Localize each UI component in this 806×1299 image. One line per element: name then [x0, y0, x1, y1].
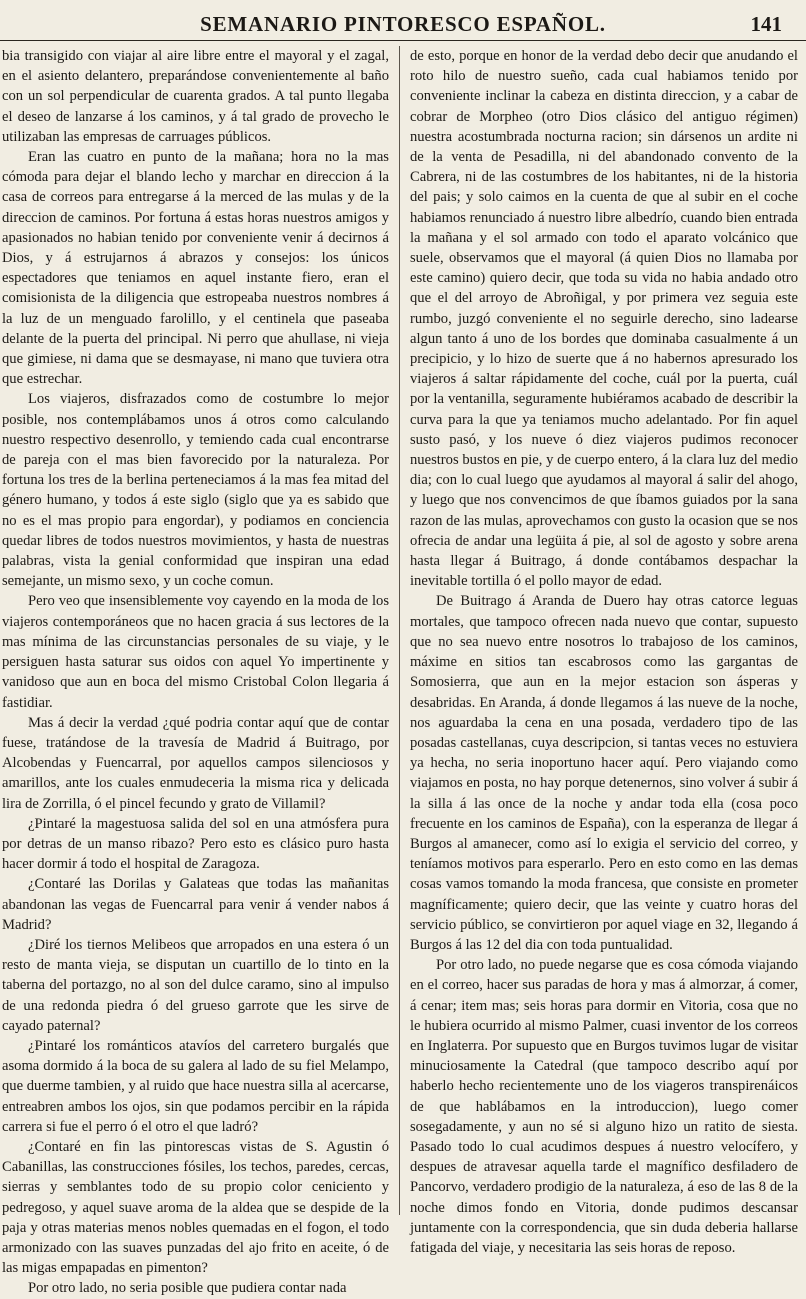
- paragraph: Mas á decir la verdad ¿qué podria contar aquí que de contar fuese, tratándose de la travesía de Madrid á Buitrago, por Alcobendas y Fuencarral, por aquellos campos silenciosos y amarillos, ante los cuales enmudeceria la misma rica y delicada lira de Zorrilla, ó el pincel fecundo y grato de Villamil?: [2, 714, 389, 812]
- page-number: 141: [750, 12, 782, 36]
- paragraph: Por otro lado, no puede negarse que es cosa cómoda viajando en el correo, hacer sus paradas de hora y mas á almorzar, á comer, á cenar; item mas; seis horas para dormir en Vitoria, cosa que no le hubiera ocurrido al mismo Palmer, cuasi inventor de los correos en Inglaterra. Por supuesto que en Burgos tuvimos lugar de visitar minuciosamente la Catedral (que tampoco describo aquí por haberlo hecho recientemente uno de los viageros transpirenáicos de que hablábamos en la introduccion), luego comer sosegadamente, y aun no sé si alguno hizo un ratito de siesta. Pasado todo lo cual acudimos despues á nuestro velocífero, y despues de atravesar aquella tarde el magnífico desfiladero de Pancorvo, verdadero prodigio de la naturaleza, á eso de las 8 de la noche dimos fondo en Vitoria, donde pudimos descansar juntamente con la correspondencia, que sin duda deberia hallarse fatigada del viaje, y necesitaria las seis horas de reposo.: [410, 957, 798, 1256]
- paragraph: ¿Contaré en fin las pintorescas vistas de S. Agustin ó Cabanillas, las construcciones fósiles, los techos, paredes, cercas, sierras y semblantes todo de su propio color ceniciento y pedregoso, y aquel suave aroma de la aldea que se despide de la paja y otras materias menos nobles quemadas en el fogon, el todo armonizado con las suaves punzadas del ajo frito en aceite, ó de las migas empapadas en pimenton?: [2, 1138, 389, 1277]
- left-column: [2, 46, 389, 1297]
- paragraph: bia transigido con viajar al aire libre entre el mayoral y el zagal, en el asiento delantero, preparándose convenientemente al baño con un sol perpendicular de cuarenta grados. A tal punto llegaba el deseo de lanzarse á los caminos, y á tal grado de provecho le utilizaban las empresas de carruages públicos.: [2, 48, 389, 145]
- paragraph: ¿Pintaré los románticos atavíos del carretero burgalés que asoma dormido á la boca de su galera al lado de su fiel Melampo, que duerme tambien, y al ruido que hace nuestra silla al acercarse, entreabren ambos los ojos, sin que podamos percibir en la rápida carrera si fue el perro ó el otro el que ladró?: [2, 1037, 389, 1135]
- paragraph: Por otro lado, no seria posible que pudiera contar nada: [28, 1280, 347, 1297]
- paragraph: ¿Pintaré la magestuosa salida del sol en una atmósfera pura por detras de un manso ribazo? Pero esto es clásico puro hasta hacer dormir á todo el hospital de Zaragoza.: [2, 815, 389, 873]
- paragraph: Los viajeros, disfrazados como de costumbre lo mejor posible, nos contemplábamos unos á otros como calculando nuestro respectivo desenrollo, y temiendo cada cual encontrarse de pareja con el mas bien favorecido por la naturaleza. Por fortuna los tres de la berlina perteneciamos á la mas fea mitad del género humano, y todos á este siglo (siglo que ya es sabido que no es el mas propio para engordar), y podiamos en conciencia quedar libres de todos nuestros movimientos, y hasta de nuestras palabras, vista la genial conformidad que inspiran una edad semejante, un mismo sexo, y un coche comun.: [2, 391, 389, 590]
- masthead-title: SEMANARIO PINTORESCO ESPAÑOL.: [200, 12, 606, 36]
- page-header: [0, 6, 806, 41]
- paragraph: de esto, porque en honor de la verdad debo decir que anudando el roto hilo de nuestro sueño, cada cual habiamos tenido por conveniente inclinar la cabeza en distinta direccion, y a cabar de cobrar de Morpheo (otro Dios clásico del antiguo régimen) nuestra acostumbrada nocturna racion; sin dársenos un ardite ni de la venta de Pesadilla, ni del abandonado convento de la Cabrera, ni de las costumbres de los habitantes, ni de la historia del pais; y solo caimos en la cuenta de que al subir en el coche habiamos renunciado á nuestro libre albedrío, cuando bien entrada la mañana y el sol armado con todo el aparato volcánico que suele, observamos que el mayoral (á quien Dios no llamaba por este camino) quiero decir, que toda su vida no habia andado otro que el del arroyo de Abroñigal, y por primera vez seguia este rumbo, juzgó conveniente el no seguirle derecho, sino ladearse algun tanto á uno de los bordes que dominaba casualmente á un precipicio, y lo hizo de suerte que á no habernos apresurado los viajeros á saltar rápidamente del coche, cuál por la puerta, cuál por la ventanilla, seguramente hubiéramos acabado de describir la curva para la que ya teniamos mucho adelantado. Por fin aquel susto pasó, y los nueve ó diez viajeros pudimos reconocer nuestros bustos en pie, y de cuerpo entero, á la clara luz del medio dia; con lo cual luego que ayudamos al mayoral á salir del ahogo, y luego que nos convencimos de que íbamos guiados por la sana razon de las mulas, aprovechamos con gusto la ocasion que se nos ofrecia de andar una legüita á pie, al sol de agosto y sobre arena hasta llegar á Buitrago, á donde contábamos despachar la inevitable tortilla ó el pollo mayor de edad.: [410, 48, 798, 590]
- paragraph: ¿Diré los tiernos Melibeos que arropados en una estera ó un resto de manta vieja, se disputan un cuartillo de lo tinto en la taberna del portazgo, no al son del dulce caramo, sino al impulso de una redonda piedra ó del grueso garrote que les sirve de cayado paternal?: [2, 936, 389, 1034]
- paragraph: Eran las cuatro en punto de la mañana; hora no la mas cómoda para dejar el blando lecho y marchar en direccion á la casa de correos para entregarse á la merced de las mulas y de la direccion de caminos. Por fortuna á estas horas nuestros amigos y apasionados no habian tenido por conveniente venir á decirnos á Dios, y á estrujarnos á abrazos y consejos: los únicos espectadores que teniamos en aquel instante fiero, eran el comisionista de la diligencia que estropeaba nuestros nombres á la luz de un menguado farolillo, y el centinela que paseaba delante de la puerta del principal. Ni perro que ahullase, ni vieja que gimiese, ni dama que se desmayase, ni mano que tuviera otra que estrechar.: [2, 149, 389, 388]
- paragraph: De Buitrago á Aranda de Duero hay otras catorce leguas mortales, que tampoco ofrecen nada nuevo que contar, supuesto que no sea nuevo entre nosotros lo trabajoso de los caminos, máxime en sitios tan escabrosos como las gargantas de Somosierra, que aun en la mejor estacion son ásperas y desabridas. En Aranda, á donde llegamos á las nueve de la noche, nos aguardaba la cena en una posada, verdadero tipo de las posadas castellanas, cuya descripcion, si tantas veces no estuviera ya hecha, no seria inoportuno hacer aquí. Pero viajando como viajamos en posta, no hay porque detenernos, sino volver á subir á la silla á las once de la noche y andar toda ella (cosa poco frecuente en los caminos de España), con la esperanza de llegar á Burgos al amanecer, como así lo exigia el servicio del correo, y teníamos motivos para esperarlo. Pero en esto como en las demas cosas vamos tomando la moda francesa, que consiste en prometer magníficamente; quiero decir, que las veinte y cuatro horas del servicio público, se convirtieron por aquel viage en 32, llegando á Burgos á las 12 del dia con toda puntualidad.: [410, 593, 798, 953]
- paragraph: Pero veo que insensiblemente voy cayendo en la moda de los viajeros contemporáneos que no hacen gracia á sus lectores de la mas mínima de las circunstancias personales de su viaje, y le persiguen hasta saturar sus oidos con aquel Yo impertinente y vanidoso que aun en boca del mismo Cristobal Colon llegaria á fastidiar.: [2, 593, 389, 711]
- paragraph: ¿Contaré las Dorilas y Galateas que todas las mañanitas abandonan las vegas de Fuencarral para venir á vender nabos á Madrid?: [2, 876, 389, 933]
- column-divider: [399, 46, 400, 1215]
- right-column: [410, 46, 798, 1256]
